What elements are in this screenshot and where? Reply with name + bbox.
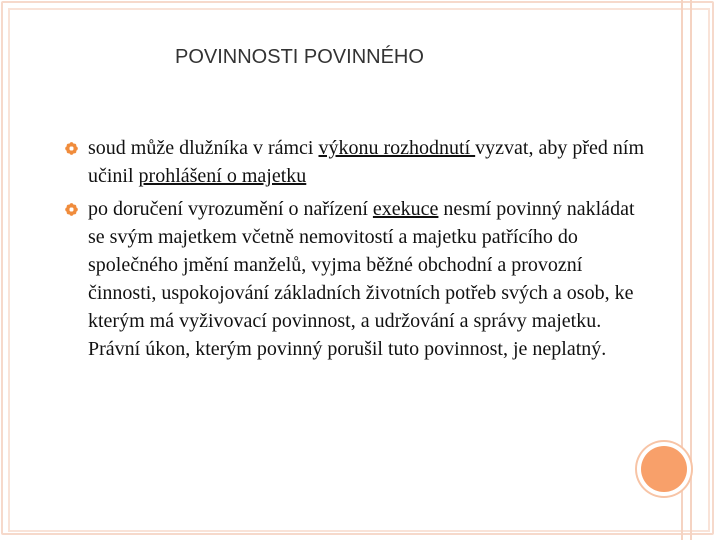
bullet-text: soud může dlužníka v rámci: [88, 137, 319, 159]
link-vykon-rozhodnuti[interactable]: výkonu rozhodnutí: [318, 137, 476, 159]
daisy-bullet-icon: [65, 203, 78, 216]
bullet-text: vyzvat, aby před ním učinil: [88, 137, 644, 187]
bullet-item: [88, 195, 648, 363]
bullet-list: [88, 134, 648, 368]
decorative-circle: [641, 446, 687, 492]
bullet-text: po doručení vyrozumění o nařízení: [88, 198, 373, 220]
daisy-bullet-icon: [65, 142, 78, 155]
slide-title: POVINNOSTI POVINNÉHO: [175, 46, 424, 68]
decorative-edge-line: [690, 0, 692, 540]
bullet-text: nesmí povinný nakládat se svým majetkem včetně nemovitostí a majetku patřícího do společného jmění manželů, vyjma běžné obchodní a provozní činnosti, uspokojování základních životních potřeb svých a osob, ke kterým má vyživovací povinnost, a udržování a správy majetku. Právní úkon, kterým povinný porušil tuto povinnost, je neplatný.: [88, 198, 635, 360]
link-prohlaseni-o-majetku[interactable]: prohlášení o majetku: [138, 165, 307, 187]
link-exekuce[interactable]: exekuce: [372, 198, 439, 220]
bullet-item: [88, 134, 648, 190]
